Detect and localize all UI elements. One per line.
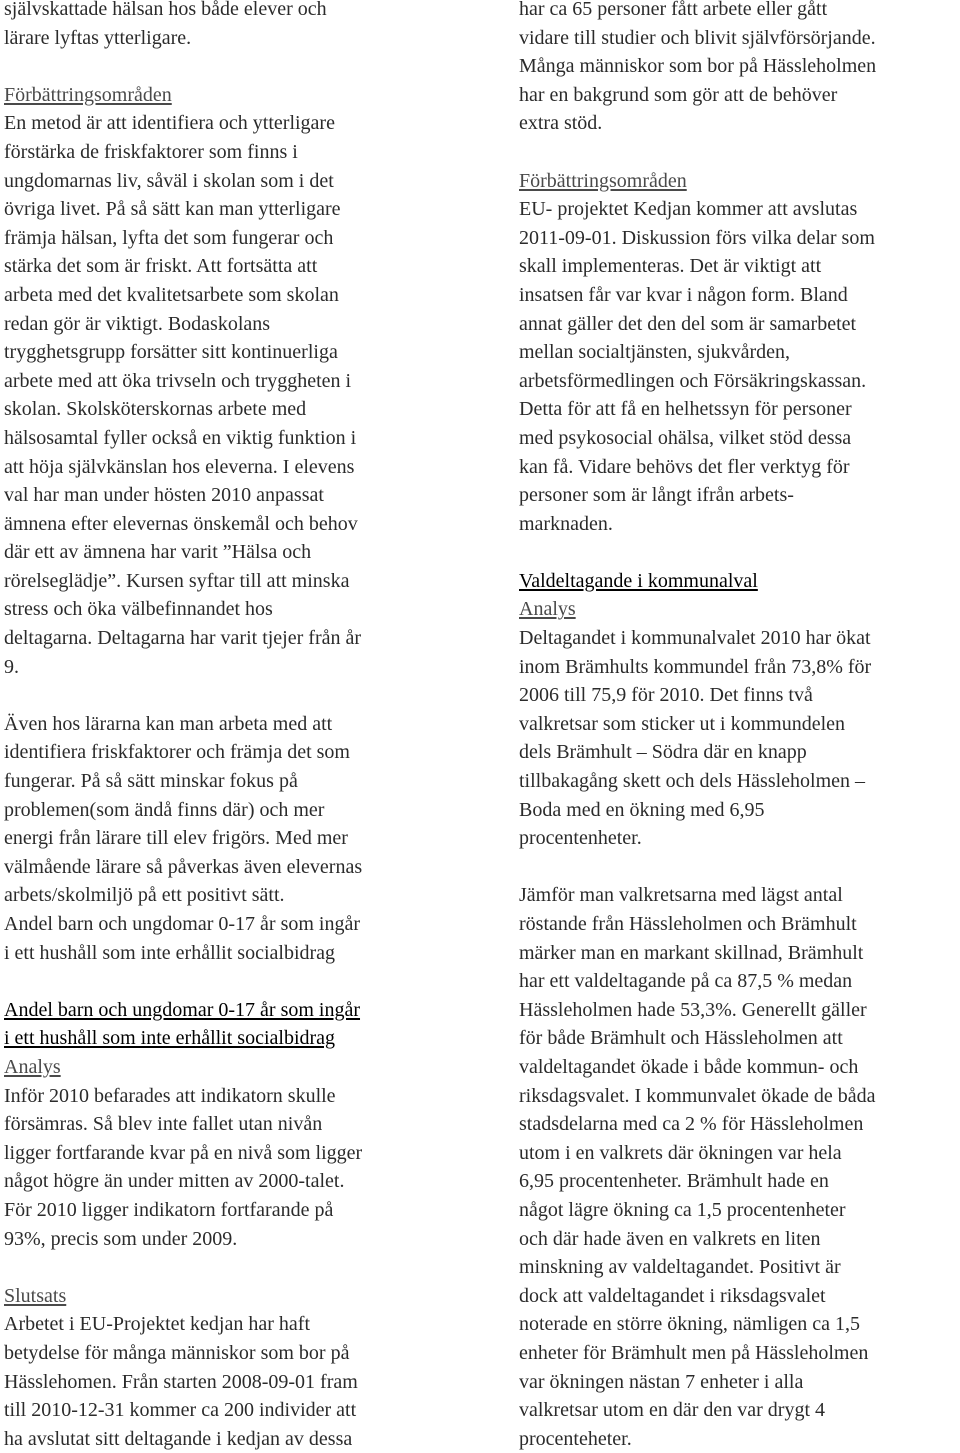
teachers-paragraph: Även hos lärarna kan man arbeta med att identifiera friskfaktorer och främja det som fungerar. På så sätt minskar fokus på problemen(som ändå finns där) och mer energi från lärare till elev frigörs. Med mer välmående lärare så påverkas även elevernas arbets/skolmiljö på ett positivt sätt. Andel barn och ungdomar 0-17 år som ingår i ett hushåll som inte erhållit socialbidrag — [4, 712, 363, 964]
left-column — [4, 0, 469, 1453]
section-heading-valdeltagande: Valdeltagande i kommunalval — [519, 569, 758, 592]
analysis-label-right: Analys — [519, 598, 576, 621]
improvement-paragraph-right: EU- projektet Kedjan kommer att avslutas 2011-09-01. Diskussion förs vilka delar som skall implementeras. Det är viktigt att insatsen får var kvar i någon form. Bland annat gäller det den del som är samarbetet mellan socialtjänsten, sjukvården, arbetsförmedlingen och Försäkringskassan. Detta för att få en helhetssyn för personer med psykosocial ohälsa, vilket stöd dessa kan få. Vidare behövs det fler verktyg för personer som är långt ifrån arbets- marknaden. — [519, 198, 875, 535]
analysis-label-left: Analys — [4, 1055, 61, 1078]
intro-tail-paragraph: självskattade hälsan hos både elever och lärare lyftas ytterligare. — [4, 0, 327, 49]
improvement-heading-right: Förbättringsområden — [519, 169, 687, 192]
analysis-paragraph-right: Deltagandet i kommunalvalet 2010 har ökat inom Brämhults kommundel från 73,8% för 2006 till 75,9 för 2010. Det finns två valkretsar som sticker ut i kommundelen dels Brämhult – Södra där en knapp tillbakagång skett och dels Hässleholmen – Boda med en ökning med 6,95 procentenheter. — [519, 627, 872, 850]
improvement-heading-left: Förbättringsområden — [4, 83, 172, 106]
comparison-paragraph: Jämför man valkretsarna med lägst antal röstande från Hässleholmen och Brämhult märker man en markant skillnad, Brämhult har ett valdeltagande på ca 87,5 % medan Hässleholmen hade 53,3%. Generellt gäller för både Brämhult och Hässleholmen att valdeltagandet ökade i både kommun- och riksdagsvalet. I kommunvalet ökade de båda stadsdelarna med ca 2 % för Hässleholmen utom i en valkrets där ökningen var hela 6,95 procentenheter. Brämhult hade en något lägre ökning ca 1,5 procentenheter och där hade även en valkrets en liten minskning av valdeltagandet. Positivt är dock att valdeltagandet i riksdagsvalet noterade en större ökning, nämligen ca 1,5 enheter för Brämhult men på Hässleholmen var ökningen nästan 7 enheter i alla valkretsar utom en där den var drygt 4 procenteheter. — [519, 884, 876, 1450]
conclusion-label: Slutsats — [4, 1284, 67, 1307]
improvement-paragraph-left: En metod är att identifiera och ytterligare förstärka de friskfaktorer som finns i ungdomarnas liv, såväl i skolan som i det övriga livet. På så sätt kan man ytterligare främja hälsan, lyfta det som fungerar och stärka det som är friskt. Att fortsätta att arbeta med det kvalitetsarbete som skolan redan gör är viktigt. Bodaskolans trygghetsgrupp forsätter sitt kontinuerliga arbete med att öka trivseln och tryggheten i skolan. Skolsköterskornas arbete med hälsosamtal fyller också en viktig funktion i att höja självkänslan hos eleverna. I elevens val har man under hösten 2010 anpassat ämnena efter elevernas önskemål och behov där ett av ämnena har varit ”Hälsa och rörelseglädje”. Kursen syftar till att minska stress och öka välbefinnandet hos deltagarna. Deltagarna har varit tjejer från år 9. — [4, 112, 362, 678]
right-column — [519, 0, 960, 1453]
continuation-paragraph: har ca 65 personer fått arbete eller gått vidare till studier och blivit självförsörjande. Många människor som bor på Hässleholmen har en bakgrund som gör att de behöver extra stöd. — [519, 0, 877, 135]
section-heading-socialbidrag: Andel barn och ungdomar 0-17 år som ingår i ett hushåll som inte erhållit socialbidrag — [4, 998, 361, 1050]
conclusion-paragraph: Arbetet i EU-Projektet kedjan har haft betydelse för många människor som bor på Hässlehomen. Från starten 2008-09-01 fram till 2010-12-31 kommer ca 200 individer att ha avslutat sitt deltagande i kedjan av dessa — [4, 1313, 358, 1450]
analysis-paragraph-left: Inför 2010 befarades att indikatorn skulle försämras. Så blev inte fallet utan nivån ligger fortfarande kvar på en nivå som ligger något högre än under mitten av 2000-talet. För 2010 ligger indikatorn fortfarande på 93%, precis som under 2009. — [4, 1084, 363, 1250]
